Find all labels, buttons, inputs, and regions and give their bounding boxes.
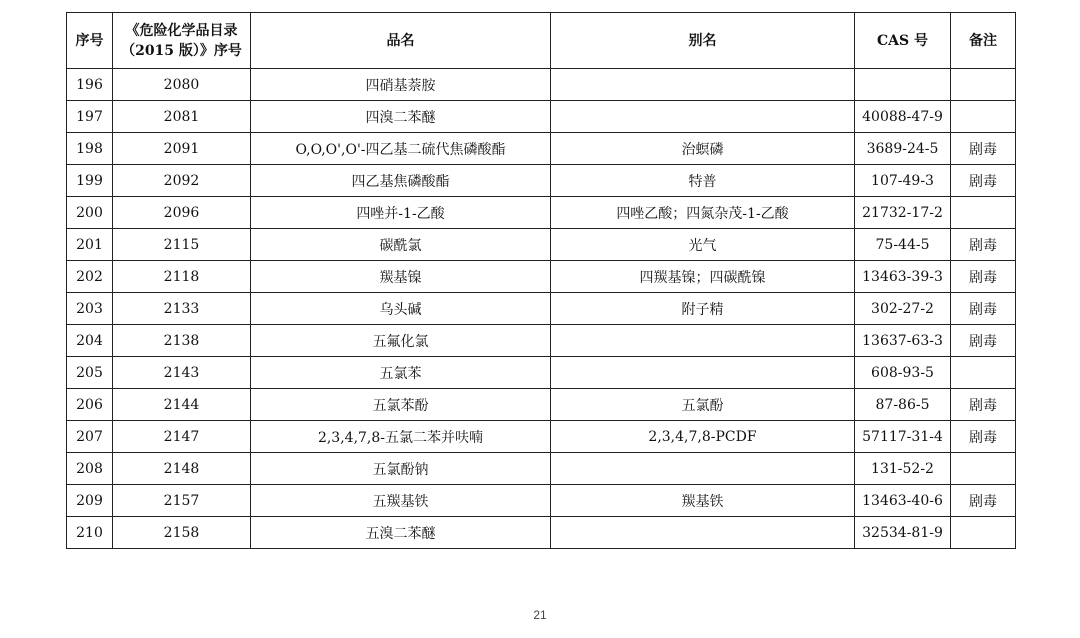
cell-cas-number: 40088-47-9 bbox=[855, 101, 951, 133]
cell-alias bbox=[551, 325, 855, 357]
page-number: 21 bbox=[533, 608, 547, 622]
cell-alias: 光气 bbox=[551, 229, 855, 261]
cell-remark: 剧毒 bbox=[951, 229, 1016, 261]
table-row bbox=[67, 453, 1016, 485]
cell-remark bbox=[951, 69, 1016, 101]
cell-catalog-no: 2158 bbox=[113, 517, 251, 549]
cell-remark: 剧毒 bbox=[951, 485, 1016, 517]
cell-product-name: O,O,O',O'-四乙基二硫代焦磷酸酯 bbox=[251, 133, 551, 165]
cell-product-name: 五溴二苯醚 bbox=[251, 517, 551, 549]
cell-alias: 羰基铁 bbox=[551, 485, 855, 517]
cell-cas-number: 32534-81-9 bbox=[855, 517, 951, 549]
cell-remark: 剧毒 bbox=[951, 165, 1016, 197]
cell-catalog-no: 2144 bbox=[113, 389, 251, 421]
cell-alias bbox=[551, 101, 855, 133]
cell-cas-number: 87-86-5 bbox=[855, 389, 951, 421]
cell-remark: 剧毒 bbox=[951, 133, 1016, 165]
cell-alias: 2,3,4,7,8-PCDF bbox=[551, 421, 855, 453]
cell-serial-no: 209 bbox=[67, 485, 113, 517]
cell-serial-no: 208 bbox=[67, 453, 113, 485]
chemicals-table bbox=[66, 12, 1016, 549]
cell-product-name: 四乙基焦磷酸酯 bbox=[251, 165, 551, 197]
cell-remark: 剧毒 bbox=[951, 421, 1016, 453]
cell-serial-no: 198 bbox=[67, 133, 113, 165]
cell-serial-no: 199 bbox=[67, 165, 113, 197]
cell-product-name: 五氯酚钠 bbox=[251, 453, 551, 485]
cell-cas-number: 3689-24-5 bbox=[855, 133, 951, 165]
cell-catalog-no: 2096 bbox=[113, 197, 251, 229]
table-row bbox=[67, 485, 1016, 517]
header-catalog-no bbox=[113, 13, 251, 69]
cell-serial-no: 207 bbox=[67, 421, 113, 453]
cell-remark bbox=[951, 101, 1016, 133]
cell-cas-number: 107-49-3 bbox=[855, 165, 951, 197]
cell-alias: 附子精 bbox=[551, 293, 855, 325]
cell-catalog-no: 2148 bbox=[113, 453, 251, 485]
cell-serial-no: 202 bbox=[67, 261, 113, 293]
cell-cas-number: 302-27-2 bbox=[855, 293, 951, 325]
cell-cas-number: 13463-39-3 bbox=[855, 261, 951, 293]
cell-cas-number: 57117-31-4 bbox=[855, 421, 951, 453]
cell-product-name: 五氟化氯 bbox=[251, 325, 551, 357]
cell-product-name: 五氯苯酚 bbox=[251, 389, 551, 421]
cell-remark bbox=[951, 357, 1016, 389]
table-row bbox=[67, 357, 1016, 389]
cell-catalog-no: 2092 bbox=[113, 165, 251, 197]
table-row bbox=[67, 197, 1016, 229]
cell-product-name: 2,3,4,7,8-五氯二苯并呋喃 bbox=[251, 421, 551, 453]
cell-catalog-no: 2143 bbox=[113, 357, 251, 389]
table-row bbox=[67, 101, 1016, 133]
cell-alias bbox=[551, 357, 855, 389]
cell-catalog-no: 2081 bbox=[113, 101, 251, 133]
cell-serial-no: 203 bbox=[67, 293, 113, 325]
header-catalog-line2: （2015 版）》序号 bbox=[121, 42, 242, 59]
table-row bbox=[67, 389, 1016, 421]
cell-product-name: 五氯苯 bbox=[251, 357, 551, 389]
cell-alias: 四羰基镍；四碳酰镍 bbox=[551, 261, 855, 293]
table-row bbox=[67, 165, 1016, 197]
cell-remark: 剧毒 bbox=[951, 325, 1016, 357]
cell-alias: 治螟磷 bbox=[551, 133, 855, 165]
cell-cas-number: 608-93-5 bbox=[855, 357, 951, 389]
cell-serial-no: 210 bbox=[67, 517, 113, 549]
cell-cas-number: 13463-40-6 bbox=[855, 485, 951, 517]
cell-catalog-no: 2147 bbox=[113, 421, 251, 453]
cell-cas-number: 75-44-5 bbox=[855, 229, 951, 261]
cell-product-name: 乌头碱 bbox=[251, 293, 551, 325]
header-serial-no: 序号 bbox=[67, 13, 113, 69]
cell-catalog-no: 2133 bbox=[113, 293, 251, 325]
cell-alias: 五氯酚 bbox=[551, 389, 855, 421]
cell-remark bbox=[951, 197, 1016, 229]
table-row bbox=[67, 421, 1016, 453]
cell-serial-no: 206 bbox=[67, 389, 113, 421]
cell-product-name: 碳酰氯 bbox=[251, 229, 551, 261]
table-body bbox=[67, 69, 1016, 549]
cell-catalog-no: 2091 bbox=[113, 133, 251, 165]
table-row bbox=[67, 229, 1016, 261]
table-row bbox=[67, 69, 1016, 101]
table-row bbox=[67, 293, 1016, 325]
cell-remark: 剧毒 bbox=[951, 389, 1016, 421]
cell-product-name: 羰基镍 bbox=[251, 261, 551, 293]
cell-alias bbox=[551, 69, 855, 101]
header-remark: 备注 bbox=[951, 13, 1016, 69]
header-cas-number: CAS 号 bbox=[855, 13, 951, 69]
table-row bbox=[67, 261, 1016, 293]
cell-catalog-no: 2138 bbox=[113, 325, 251, 357]
cell-serial-no: 200 bbox=[67, 197, 113, 229]
header-catalog-line1: 《危险化学品目录 bbox=[125, 22, 238, 39]
header-product-name: 品名 bbox=[251, 13, 551, 69]
cell-catalog-no: 2118 bbox=[113, 261, 251, 293]
cell-serial-no: 197 bbox=[67, 101, 113, 133]
cell-remark: 剧毒 bbox=[951, 261, 1016, 293]
table-header-row bbox=[67, 13, 1016, 69]
cell-serial-no: 201 bbox=[67, 229, 113, 261]
cell-cas-number: 13637-63-3 bbox=[855, 325, 951, 357]
cell-catalog-no: 2080 bbox=[113, 69, 251, 101]
cell-product-name: 五羰基铁 bbox=[251, 485, 551, 517]
table-row bbox=[67, 325, 1016, 357]
cell-serial-no: 196 bbox=[67, 69, 113, 101]
cell-product-name: 四硝基萘胺 bbox=[251, 69, 551, 101]
cell-alias: 四唑乙酸；四氮杂茂-1-乙酸 bbox=[551, 197, 855, 229]
table-row bbox=[67, 517, 1016, 549]
cell-catalog-no: 2157 bbox=[113, 485, 251, 517]
cell-alias bbox=[551, 453, 855, 485]
table-row bbox=[67, 133, 1016, 165]
header-alias: 别名 bbox=[551, 13, 855, 69]
cell-catalog-no: 2115 bbox=[113, 229, 251, 261]
cell-cas-number: 21732-17-2 bbox=[855, 197, 951, 229]
cell-cas-number: 131-52-2 bbox=[855, 453, 951, 485]
cell-alias: 特普 bbox=[551, 165, 855, 197]
cell-alias bbox=[551, 517, 855, 549]
cell-product-name: 四溴二苯醚 bbox=[251, 101, 551, 133]
cell-remark bbox=[951, 453, 1016, 485]
cell-cas-number bbox=[855, 69, 951, 101]
cell-serial-no: 204 bbox=[67, 325, 113, 357]
cell-remark bbox=[951, 517, 1016, 549]
cell-product-name: 四唑并-1-乙酸 bbox=[251, 197, 551, 229]
cell-serial-no: 205 bbox=[67, 357, 113, 389]
cell-remark: 剧毒 bbox=[951, 293, 1016, 325]
